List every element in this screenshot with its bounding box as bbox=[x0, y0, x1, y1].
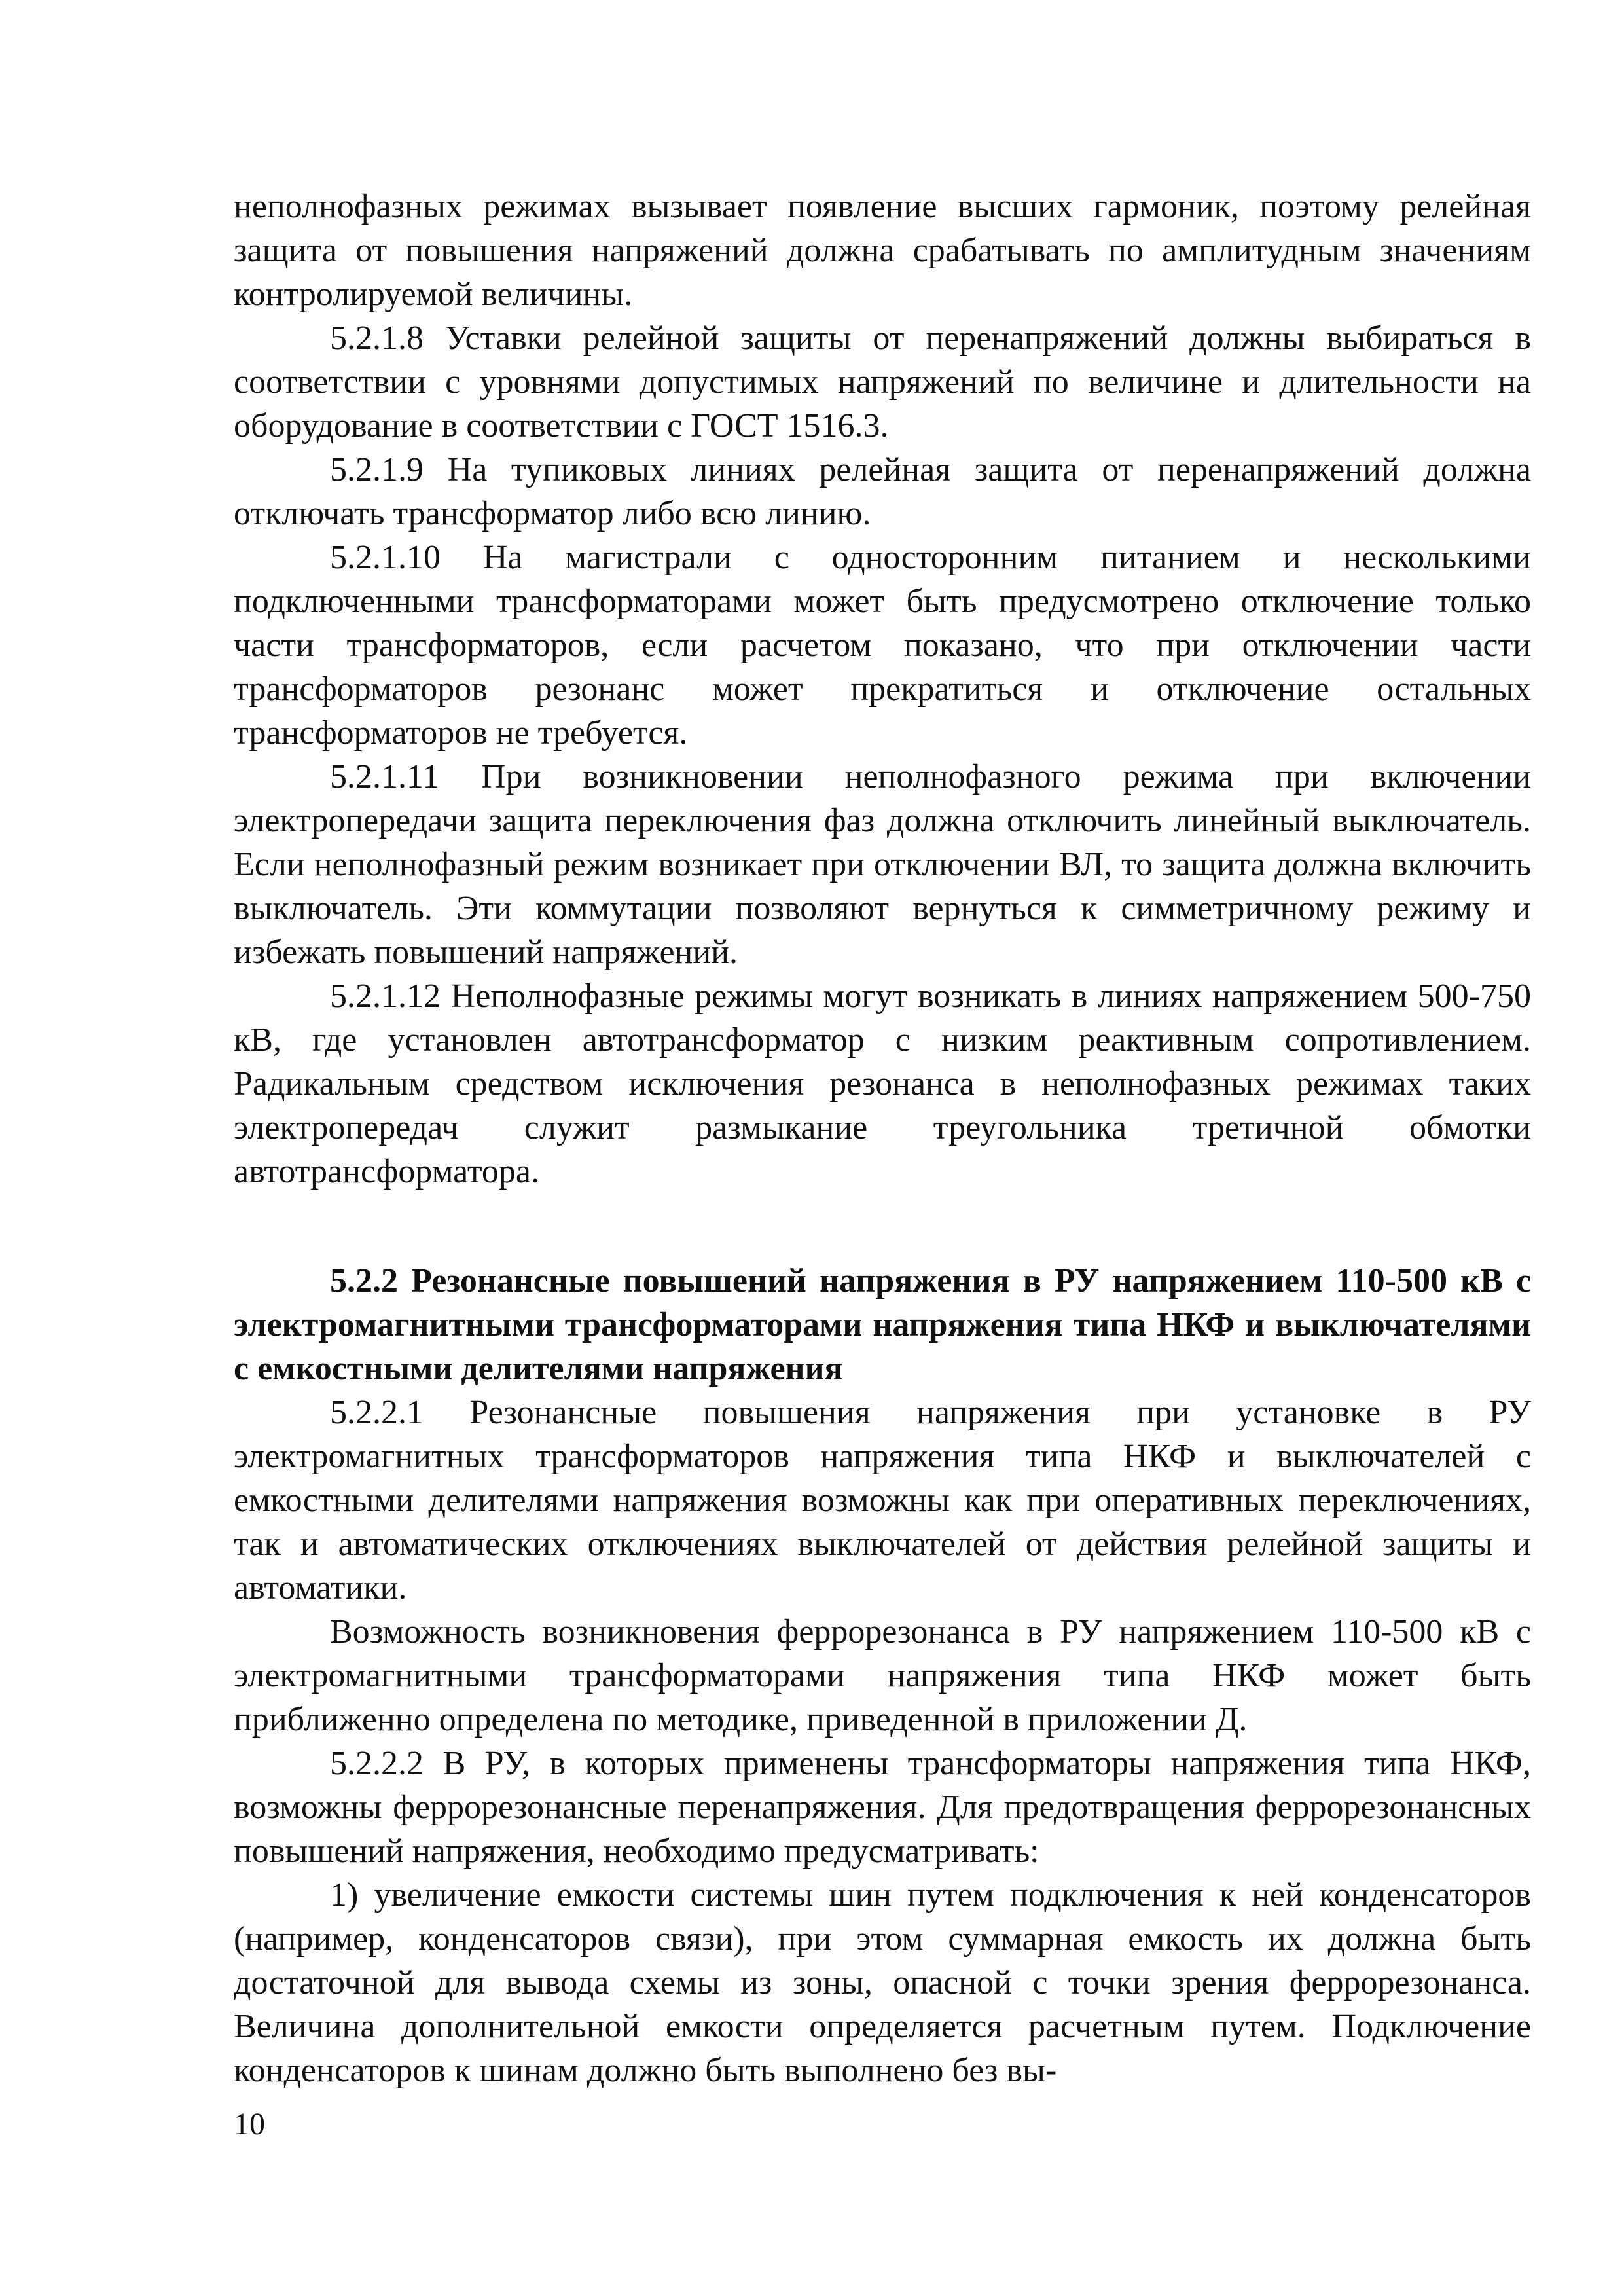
paragraph-5-2-2-1: 5.2.2.1 Резонансные повышения напряжения при установке в РУ электромагнитных трансформаторов напряжения типа НКФ и выключателей с емкостными делителями напряжения возможны как при оперативных переключениях, так и автоматических отключениях выключателей от действия релейной защиты и автоматики. bbox=[234, 1394, 1531, 1607]
paragraph-5-2-1-9: 5.2.1.9 На тупиковых линиях релейная защита от перенапряжений должна отключать трансформатор либо всю линию. bbox=[234, 451, 1531, 532]
paragraph-continuation: неполнофазных режимах вызывает появление высших гармоник, поэтому релейная защита от повышения напряжений должна срабатывать по амплитудным значениям контролируемой величины. bbox=[234, 188, 1531, 313]
section-gap bbox=[234, 1194, 1531, 1259]
paragraph-5-2-1-8: 5.2.1.8 Уставки релейной защиты от перенапряжений должны выбираться в соответствии с уровнями допустимых напряжений по величине и длительности на оборудование в соответствии с ГОСТ 1516.3. bbox=[234, 319, 1531, 445]
page-body bbox=[234, 185, 1531, 2092]
paragraph-5-2-2-2: 5.2.2.2 В РУ, в которых применены трансформаторы напряжения типа НКФ, возможны феррорезонансные перенапряжения. Для предотвращения феррорезонансных повышений напряжения, необходимо предусматривать: bbox=[234, 1745, 1531, 1870]
section-heading-5-2-2: 5.2.2 Резонансные повышений напряжения в РУ напряжением 110-500 кВ с электромагнитными трансформаторами напряжения типа НКФ и выключателями с емкостными делителями напряжения bbox=[234, 1262, 1531, 1387]
section-5-2-2-paragraphs bbox=[234, 1391, 1531, 2092]
section-5-2-1-paragraphs bbox=[234, 185, 1531, 1194]
page-number: 10 bbox=[234, 2107, 265, 2141]
paragraph-list-item-1: 1) увеличение емкости системы шин путем подключения к ней конденсаторов (например, конденсаторов связи), при этом суммарная емкость их должна быть достаточной для вывода схемы из зоны, опасной с точки зрения феррорезонанса. Величина дополнительной емкости определяется расчетным путем. Подключение конденсаторов к шинам должно быть выполнено без вы- bbox=[234, 1876, 1531, 2089]
paragraph-5-2-1-11: 5.2.1.11 При возникновении неполнофазного режима при включении электропередачи защита переключения фаз должна отключить линейный выключатель. Если неполнофазный режим возникает при отключении ВЛ, то защита должна включить выключатель. Эти коммутации позволяют вернуться к симметричному режиму и избежать повышений напряжений. bbox=[234, 758, 1531, 971]
paragraph-5-2-1-10: 5.2.1.10 На магистрали с односторонним питанием и несколькими подключенными трансформаторами может быть предусмотрено отключение только части трансформаторов, если расчетом показано, что при отключении части трансформаторов резонанс может прекратиться и отключение остальных трансформаторов не требуется. bbox=[234, 539, 1531, 752]
paragraph-5-2-1-12: 5.2.1.12 Неполнофазные режимы могут возникать в линиях напряжением 500-750 кВ, где установлен автотрансформатор с низким реактивным сопротивлением. Радикальным средством исключения резонанса в неполнофазных режимах таких электропередач служит размыкание треугольника третичной обмотки автотрансформатора. bbox=[234, 977, 1531, 1190]
paragraph-ferroresonance-possibility: Возможность возникновения феррорезонанса в РУ напряжением 110-500 кВ с электромагнитными трансформаторами напряжения типа НКФ может быть приближенно определена по методике, приведенной в приложении Д. bbox=[234, 1613, 1531, 1738]
